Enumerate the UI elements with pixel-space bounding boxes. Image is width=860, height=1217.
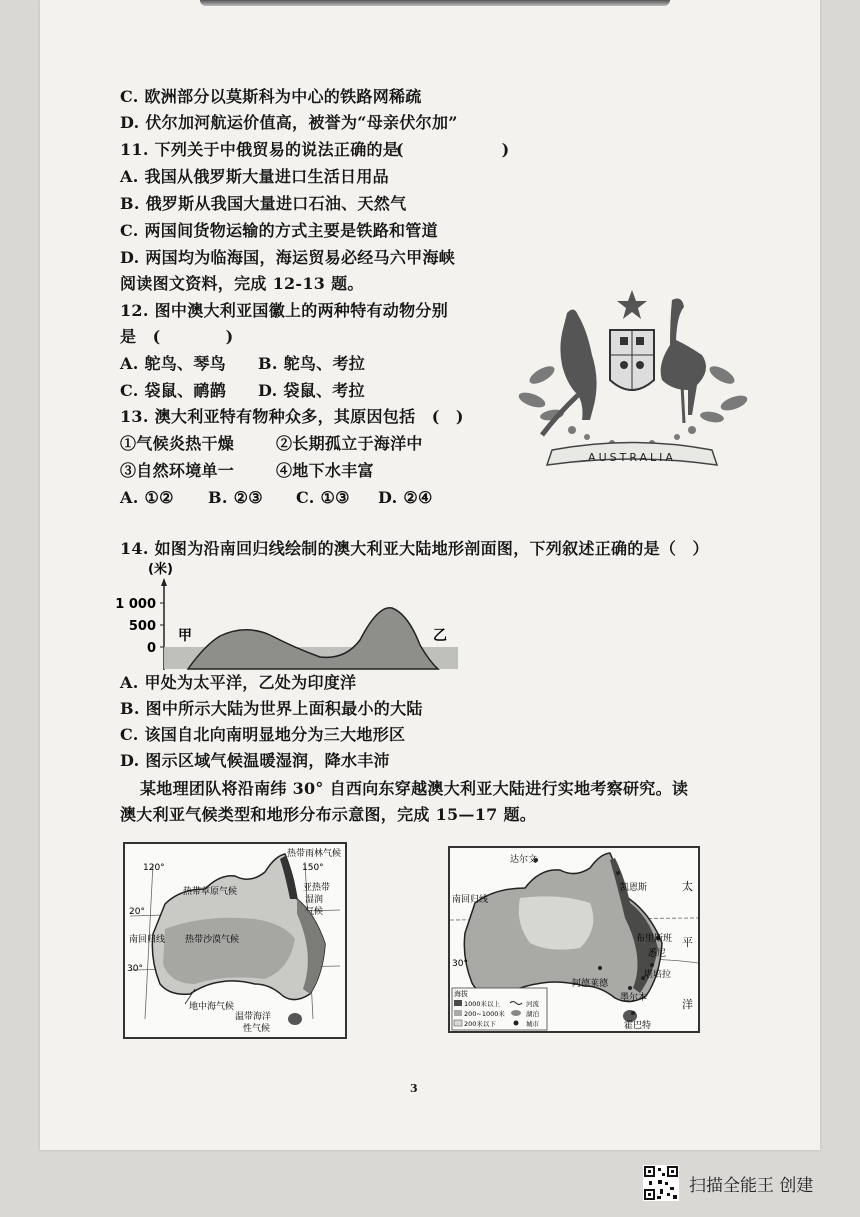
question-11: 11. 下列关于中俄贸易的说法正确的是	[120, 140, 400, 159]
lake-icon	[511, 1010, 521, 1016]
option-11b: B. 俄罗斯从我国大量进口石油、天然气	[120, 194, 407, 213]
emblem-text: AUSTRALIA	[588, 451, 676, 464]
climate-rainforest-label: 热带雨林气候	[287, 849, 342, 859]
option-12a: A. 鸵鸟、琴鸟	[120, 354, 226, 373]
terrain-map-panel	[448, 846, 700, 1033]
choice-13-1: ①气候炎热干燥	[120, 434, 235, 453]
option-12b: B. 鸵鸟、考拉	[258, 354, 366, 373]
scanner-edge-shadow	[200, 0, 670, 6]
option-10c: C. 欧洲部分以莫斯科为中心的铁路网稀疏	[120, 87, 422, 106]
climate-oceanic-label-2: 性气候	[243, 1024, 271, 1034]
qr-code-icon	[643, 1165, 679, 1201]
passage-line-2: 澳大利亚气候类型和地形分布示意图，完成 15—17 题。	[120, 805, 537, 824]
ocean-label-ping: 平	[682, 936, 693, 949]
option-13a: A. ①②	[120, 488, 174, 507]
climate-oceanic-label-1: 温带海洋	[235, 1012, 272, 1022]
choice-13-4: ④地下水丰富	[276, 461, 374, 480]
reading-instruction: 阅读图文资料，完成 12-13 题。	[120, 274, 364, 293]
profile-label-yi: 乙	[433, 628, 447, 644]
climate-mediterranean-label: 地中海气候	[189, 1002, 235, 1012]
climate-desert-label: 热带沙漠气候	[185, 935, 240, 945]
climate-lon-120: 120°	[143, 863, 165, 873]
option-10d: D. 伏尔加河航运价值高，被誉为“母亲伏尔加”	[120, 113, 458, 132]
ocean-label-yang: 洋	[682, 998, 693, 1011]
climate-map	[125, 844, 345, 1037]
profile-label-jia: 甲	[178, 628, 192, 644]
question-13: 13. 澳大利亚特有物种众多，其原因包括 ( )	[120, 407, 464, 426]
option-13d: D. ②④	[378, 488, 433, 507]
terrain-profile-chart	[115, 560, 465, 678]
terrain-lat-30: 30°	[452, 959, 468, 969]
choice-13-3: ③自然环境单一	[120, 461, 235, 480]
profile-tick-500: 500	[128, 619, 156, 634]
option-14b: B. 图中所示大陆为世界上面积最小的大陆	[120, 699, 423, 718]
question-14: 14. 如图为沿南回归线绘制的澳大利亚大陆地形剖面图，下列叙述正确的是（ ）	[120, 539, 709, 558]
option-13c: C. ①③	[296, 488, 350, 507]
climate-savanna-label: 热带草原气候	[183, 887, 238, 897]
profile-tick-0: 0	[146, 641, 156, 656]
city-cairns: 凯恩斯	[620, 883, 648, 893]
option-11c: C. 两国间货物运输的方式主要是铁路和管道	[120, 221, 438, 240]
question-11-paren: ( )	[396, 140, 510, 159]
lowland-zone	[519, 896, 594, 949]
city-canberra: 堪培拉	[644, 970, 672, 980]
option-11d: D. 两国均为临海国，海运贸易必经马六甲海峡	[120, 248, 456, 267]
scanner-footer	[643, 1163, 813, 1203]
question-12: 12. 图中澳大利亚国徽上的两种特有动物分别	[120, 301, 449, 320]
scanner-credit: 扫描全能王 创建	[689, 1175, 814, 1196]
passage-line-1: 某地理团队将沿南纬 30° 自西向东穿越澳大利亚大陆进行实地考察研究。读	[140, 779, 689, 798]
city-brisbane: 布里斯班	[636, 934, 673, 944]
legend-city: 城市	[526, 1020, 539, 1028]
legend-elevation-low: 200米以下	[464, 1020, 496, 1028]
australia-coat-of-arms	[512, 285, 752, 480]
option-11a: A. 我国从俄罗斯大量进口生活日用品	[120, 167, 389, 186]
terrain-map	[450, 848, 698, 1031]
climate-lat-30: 30°	[127, 964, 143, 974]
federation-star-icon	[617, 290, 647, 319]
option-14d: D. 图示区域气候温暖湿润，降水丰沛	[120, 751, 390, 770]
tasmania	[288, 1013, 302, 1025]
climate-subtropical-label-1: 亚热带	[303, 883, 331, 893]
profile-unit-label: (米)	[148, 562, 173, 577]
option-14a: A. 甲处为太平洋，乙处为印度洋	[120, 673, 357, 692]
terrain-legend	[452, 988, 547, 1030]
land-profile	[188, 608, 438, 669]
climate-subtropical-label-2: 湿润	[305, 895, 324, 905]
option-13b: B. ②③	[208, 488, 263, 507]
climate-lat-20: 20°	[129, 907, 145, 917]
profile-tick-1000: 1 000	[115, 597, 156, 612]
climate-tropic-label: 南回归线	[129, 935, 166, 945]
kangaroo-icon	[560, 309, 596, 420]
terrain-tropic-label: 南回归线	[452, 895, 489, 905]
option-12d: D. 袋鼠、考拉	[258, 381, 365, 400]
legend-title: 海拔	[454, 990, 468, 998]
option-12c: C. 袋鼠、鸸鹋	[120, 381, 226, 400]
climate-subtropical-label-3: 气候	[305, 907, 324, 917]
city-darwin: 达尔文	[510, 855, 538, 865]
city-hobart: 霍巴特	[624, 1021, 652, 1031]
city-melbourne: 墨尔本	[620, 993, 648, 1003]
climate-map-panel	[123, 842, 347, 1039]
option-14c: C. 该国自北向南明显地分为三大地形区	[120, 725, 406, 744]
climate-lon-150: 150°	[302, 863, 324, 873]
question-12-cont: 是 ( )	[120, 327, 234, 346]
legend-elevation-mid: 200~1000米	[464, 1010, 505, 1018]
page-number: 3	[410, 1082, 418, 1095]
city-adelaide: 阿德莱德	[572, 979, 609, 989]
choice-13-2: ②长期孤立于海洋中	[276, 434, 423, 453]
legend-lake: 湖泊	[526, 1010, 539, 1018]
city-icon	[514, 1021, 519, 1026]
legend-river: 河流	[526, 1000, 539, 1008]
ocean-label-tai: 太	[682, 880, 693, 893]
city-sydney: 悉尼	[648, 949, 667, 959]
legend-elevation-high: 1000米以上	[464, 1000, 501, 1008]
